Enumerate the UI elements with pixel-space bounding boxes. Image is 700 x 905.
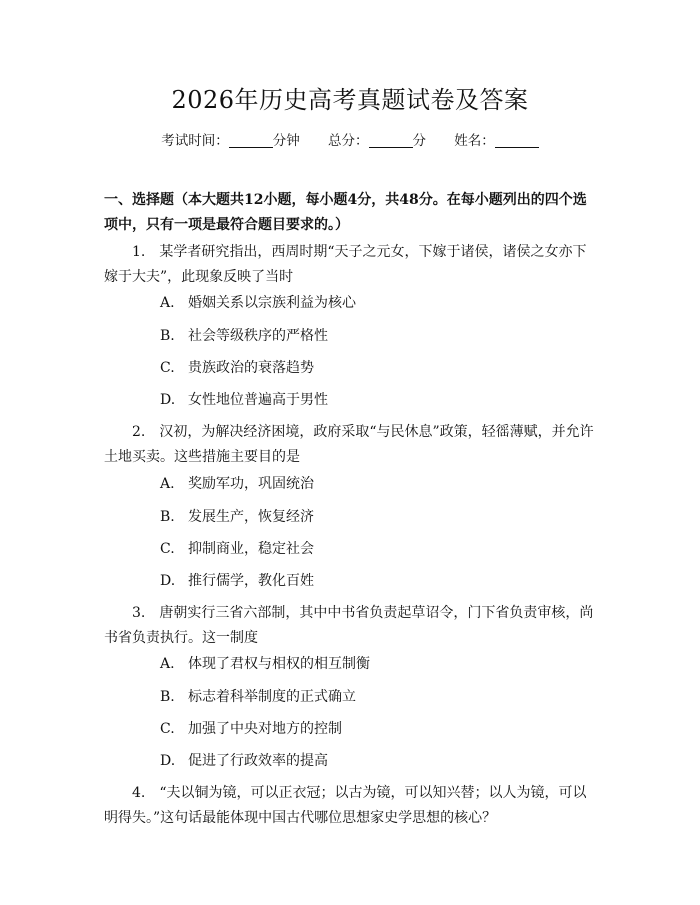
question-text: 某学者研究指出，西周时期“天子之元女，下嫁于诸侯，诸侯之女亦下嫁于大夫”，此现象反映了当时 xyxy=(104,244,587,285)
q2-option-b[interactable] xyxy=(160,506,314,528)
option-text: 促进了行政效率的提高 xyxy=(188,753,328,769)
q1-option-c[interactable] xyxy=(160,357,314,379)
exam-score xyxy=(328,133,430,149)
question-text: “夫以铜为镜，可以正衣冠；以古为镜，可以知兴替；以人为镜，可以明得失。”这句话最能体现中国古代哪位思想家史学思想的核心？ xyxy=(104,785,587,826)
exam-title: 2026年历史高考真题试卷及答案 xyxy=(171,86,529,114)
name-blank xyxy=(495,133,539,148)
q3-option-b[interactable] xyxy=(160,686,356,708)
option-letter: B. xyxy=(160,328,175,344)
time-unit: 分钟 xyxy=(272,133,300,149)
option-letter: D. xyxy=(160,753,176,769)
option-letter: A. xyxy=(160,656,175,672)
question-number: 1. xyxy=(132,244,146,260)
question-text: 唐朝实行三省六部制，其中中书省负责起草诏令，门下省负责审核，尚书省负责执行。这一制度 xyxy=(104,605,594,646)
score-unit: 分 xyxy=(412,133,426,149)
question-1 xyxy=(104,240,600,290)
option-text: 推行儒学，教化百姓 xyxy=(188,573,314,589)
time-label: 考试时间： xyxy=(161,133,229,149)
question-number: 4. xyxy=(132,785,146,801)
exam-meta xyxy=(0,130,700,152)
section-heading: 一、选择题（本大题共12小题，每小题4分，共48分。在每小题列出的四个选项中，只有一项是最符合题目要求的。） xyxy=(104,192,587,233)
q2-option-c[interactable] xyxy=(160,538,314,560)
option-letter: D. xyxy=(160,392,176,408)
name-label: 姓名： xyxy=(454,133,495,149)
q3-option-a[interactable] xyxy=(160,653,370,675)
q1-option-b[interactable] xyxy=(160,325,328,347)
option-letter: A. xyxy=(160,295,175,311)
question-number: 3. xyxy=(132,605,146,621)
option-text: 社会等级秩序的严格性 xyxy=(188,328,328,344)
q1-option-d[interactable] xyxy=(160,389,328,411)
option-letter: B. xyxy=(160,689,175,705)
question-4 xyxy=(104,781,600,831)
score-label: 总分： xyxy=(328,133,369,149)
exam-name xyxy=(454,133,539,149)
q3-option-d[interactable] xyxy=(160,750,328,772)
option-letter: C. xyxy=(160,360,175,376)
option-letter: B. xyxy=(160,509,175,525)
option-text: 体现了君权与相权的相互制衡 xyxy=(188,656,370,672)
q2-option-a[interactable] xyxy=(160,473,314,495)
option-letter: C. xyxy=(160,721,175,737)
question-2 xyxy=(104,420,600,470)
option-text: 抑制商业，稳定社会 xyxy=(188,541,314,557)
exam-time xyxy=(161,133,304,149)
score-blank xyxy=(369,133,413,148)
question-text: 汉初，为解决经济困境，政府采取“与民休息”政策，轻徭薄赋，并允许土地买卖。这些措施主要目的是 xyxy=(104,424,594,465)
option-text: 女性地位普遍高于男性 xyxy=(188,392,328,408)
option-letter: D. xyxy=(160,573,176,589)
question-3 xyxy=(104,601,600,651)
option-letter: A. xyxy=(160,476,175,492)
option-text: 加强了中央对地方的控制 xyxy=(188,721,342,737)
time-blank xyxy=(229,133,273,148)
q2-option-d[interactable] xyxy=(160,570,314,592)
question-number: 2. xyxy=(132,424,146,440)
option-text: 发展生产，恢复经济 xyxy=(188,509,314,525)
q1-option-a[interactable] xyxy=(160,292,356,314)
q3-option-c[interactable] xyxy=(160,718,342,740)
option-text: 奖励军功，巩固统治 xyxy=(188,476,314,492)
option-text: 标志着科举制度的正式确立 xyxy=(188,689,356,705)
option-text: 贵族政治的衰落趋势 xyxy=(188,360,314,376)
option-letter: C. xyxy=(160,541,175,557)
option-text: 婚姻关系以宗族利益为核心 xyxy=(188,295,356,311)
